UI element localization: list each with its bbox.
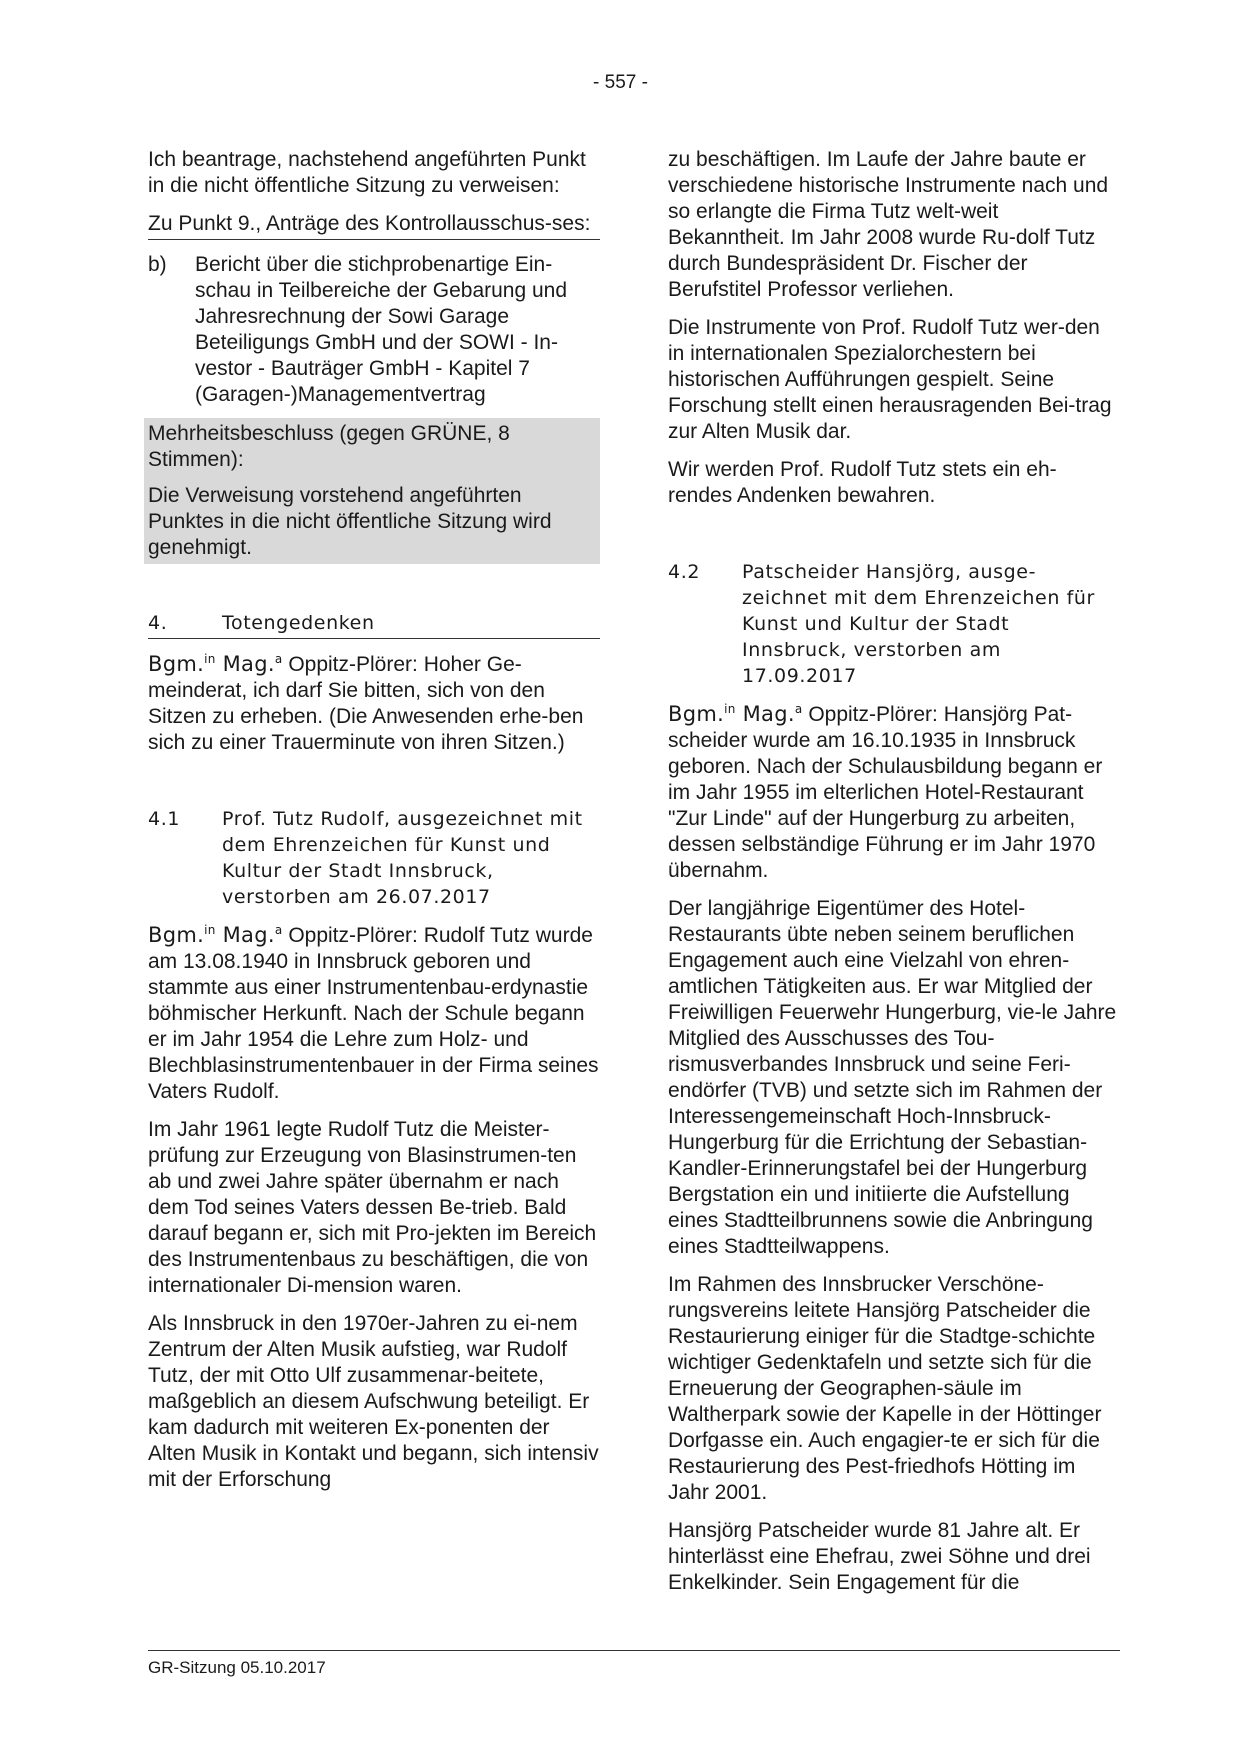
decision-majority: Mehrheitsbeschluss (gegen GRÜNE, 8 Stimmen): <box>148 422 510 471</box>
speaker-title <box>148 652 282 676</box>
section-4-1-paragraph-1 <box>148 922 600 1105</box>
footer-text: GR-Sitzung 05.10.2017 <box>148 1658 326 1677</box>
speaker-title-3 <box>668 702 802 726</box>
section-4-heading <box>148 610 600 639</box>
continuation-paragraph-2: Die Instrumente von Prof. Rudolf Tutz wer-den in internationalen Spezialorchestern bei historischen Aufführungen gespielt. Seine Forschung stellt einen herausragenden Bei-trag zur Alten Musik dar. <box>668 316 1112 443</box>
section-4-1-paragraph-3: Als Innsbruck in den 1970er-Jahren zu ei-nem Zentrum der Alten Musik aufstieg, war Rudolf Tutz, der mit Otto Ulf zusammenar-beitete, maßgeblich an diesem Aufschwung beteiligt. Er kam dadurch mit weiteren Ex-ponenten der Alten Musik in Kontakt und begann, sich intensiv mit der Erforschung <box>148 1312 599 1491</box>
section-4-2-paragraph-2: Der langjährige Eigentümer des Hotel-Restaurants übte neben seinem beruflichen Engagement auch eine Vielzahl von ehren-amtlichen Tätigkeiten aus. Er war Mitglied der Freiwilligen Feuerwehr Hungerburg, vie-le Jahre Mitglied des Ausschusses des Tou-rismusverbandes Innsbruck und seine Feri-endörfer (TVB) und setzte sich im Rahmen der Interessengemeinschaft Hoch-Innsbruck-Hungerburg für die Errichtung der Sebastian-Kandler-Erinnerungstafel bei der Hungerburg Bergstation ein und initiierte die Aufstellung eines Stadtteilbrunnens sowie die Anbringung eines Stadtteilwappens. <box>668 897 1117 1258</box>
footer-divider <box>148 1650 1120 1651</box>
section-4-2-paragraph-4: Hansjörg Patscheider wurde 81 Jahre alt. Er hinterlässt eine Ehefrau, zwei Söhne und drei Enkelkinder. Sein Engagement für die <box>668 1519 1091 1594</box>
speaker-title-2 <box>148 923 282 947</box>
speaker-sup-a-3: a <box>794 702 803 716</box>
section-4-2-number: 4.2 <box>668 561 701 583</box>
left-column <box>148 147 600 1505</box>
section-4-2-paragraph-1 <box>668 701 1120 884</box>
section-4-1-text-1: Rudolf Tutz wurde am 13.08.1940 in Innsbruck geboren und stammte aus einer Instrumentenbau-erdynastie böhmischer Herkunft. Nach der Schule begann er im Jahr 1954 die Lehre zum Holz- und Blechblasinstrumentenbauer in der Firma seines Vaters Rudolf. <box>148 924 599 1103</box>
speaker-sup-in-3: in <box>724 702 736 716</box>
continuation-paragraph-3: Wir werden Prof. Rudolf Tutz stets ein eh-rendes Andenken bewahren. <box>668 458 1057 507</box>
speaker-bgm: Bgm. <box>148 652 205 676</box>
section-4-2-text-1: Hansjörg Pat-scheider wurde am 16.10.1935 in Innsbruck geboren. Nach der Schulausbildung begann er im Jahr 1955 im elterlichen Hotel-Restaurant "Zur Linde" auf der Hungerburg zu arbeiten, dessen selbständige Führung er im Jahr 1970 übernahm. <box>668 703 1103 882</box>
section-4-1-title: Prof. Tutz Rudolf, ausgezeichnet mit dem Ehrenzeichen für Kunst und Kultur der Stadt Innsbruck, verstorben am 26.07.2017 <box>222 808 583 908</box>
speaker-sup-in: in <box>204 652 216 666</box>
decision-text: Die Verweisung vorstehend angeführten Punktes in die nicht öffentliche Sitzung wird genehmigt. <box>148 484 552 559</box>
speaker-mag-2: Mag. <box>222 923 275 947</box>
section-4-number: 4. <box>148 612 168 634</box>
item-b-text: Bericht über die stichprobenartige Ein-schau in Teilbereiche der Gebarung und Jahresrechnung der Sowi Garage Beteiligungs GmbH und der SOWI - In-vestor - Bauträger GmbH - Kapitel 7 (Garagen-)Managementvertrag <box>195 253 568 406</box>
section-4-1-number: 4.1 <box>148 808 181 830</box>
right-column <box>668 147 1120 1608</box>
page-number: - 557 - <box>593 72 648 93</box>
speaker-name: Oppitz-Plörer: <box>288 653 418 676</box>
speaker-sup-in-2: in <box>204 923 216 937</box>
section-4-2-paragraph-3: Im Rahmen des Innsbrucker Verschöne-rungsvereins leitete Hansjörg Patscheider die Restaurierung einiger für die Stadtge-schichte wichtiger Gedenktafeln und setzte sich für die Erneuerung der Geographen-säule im Waltherpark sowie der Kapelle in der Höttinger Dorfgasse ein. Auch engagier-te er sich für die Restaurierung des Pest-friedhofs Hötting im Jahr 2001. <box>668 1273 1102 1504</box>
speaker-bgm-2: Bgm. <box>148 923 205 947</box>
section-4-1-paragraph-2: Im Jahr 1961 legte Rudolf Tutz die Meister-prüfung zur Erzeugung von Blasinstrumen-ten ab und zwei Jahre später übernahm er nach dem Tod seines Vaters dessen Be-trieb. Bald darauf begann er, sich mit Pro-jekten im Bereich des Instrumentenbaus zu beschäftigen, die von internationaler Di-mension waren. <box>148 1118 597 1297</box>
speaker-bgm-3: Bgm. <box>668 702 725 726</box>
speaker-sup-a-2: a <box>274 923 283 937</box>
speaker-mag: Mag. <box>222 652 275 676</box>
section-4-1-heading <box>148 806 600 910</box>
zu-punkt-paragraph: Zu Punkt 9., Anträge des Kontrollausschus-ses: <box>148 211 600 240</box>
section-4-2-heading <box>668 559 1120 689</box>
section-4-text: Hoher Ge-meinderat, ich darf Sie bitten, sich von den Sitzen zu erheben. (Die Anwesenden erhe-ben sich zu einer Trauerminute von ihren Sitzen.) <box>148 653 584 754</box>
section-4-paragraph <box>148 651 600 756</box>
section-4-2-title: Patscheider Hansjörg, ausge-zeichnet mit dem Ehrenzeichen für Kunst und Kultur der Stadt Innsbruck, verstorben am 17.09.2017 <box>742 561 1095 687</box>
speaker-sup-a: a <box>274 652 283 666</box>
intro-paragraph: Ich beantrage, nachstehend angeführten Punkt in die nicht öffentliche Sitzung zu verweisen: <box>148 148 586 197</box>
section-4-title: Totengedenken <box>222 612 375 634</box>
continuation-paragraph-1: zu beschäftigen. Im Laufe der Jahre baute er verschiedene historische Instrumente nach und so erlangte die Firma Tutz welt-weit Bekanntheit. Im Jahr 2008 wurde Ru-dolf Tutz durch Bundespräsident Dr. Fischer der Berufstitel Professor verliehen. <box>668 148 1109 301</box>
decision-box <box>144 418 600 564</box>
speaker-name-2: Oppitz-Plörer: <box>288 924 418 947</box>
item-b <box>148 252 600 408</box>
item-b-label: b) <box>148 253 167 276</box>
speaker-mag-3: Mag. <box>742 702 795 726</box>
speaker-name-3: Oppitz-Plörer: <box>808 703 938 726</box>
